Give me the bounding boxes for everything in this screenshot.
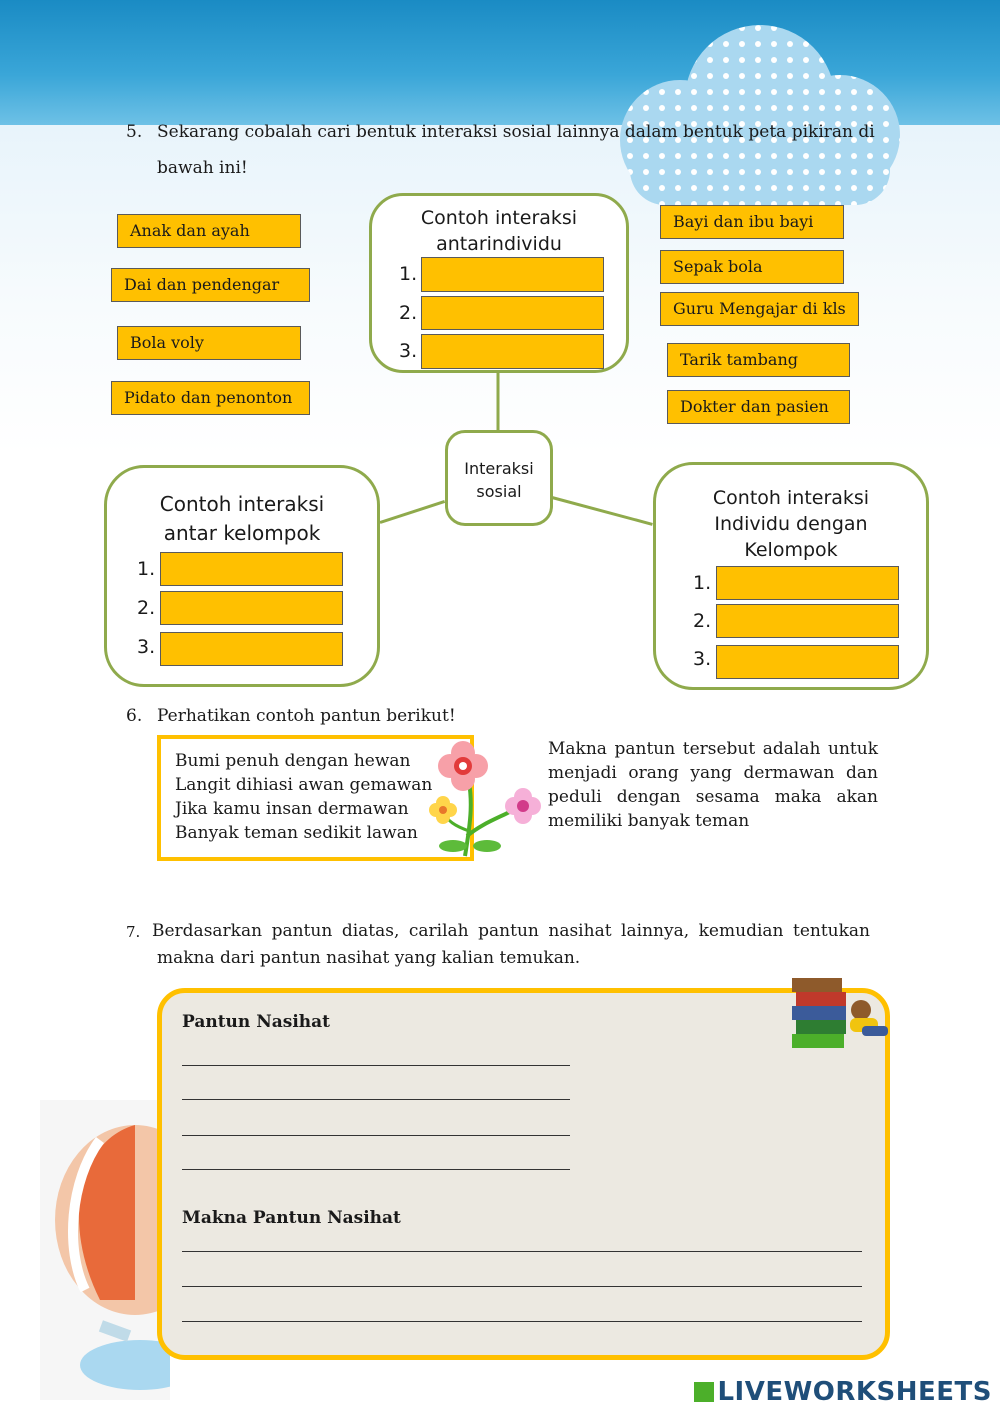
node-antar-kelompok-title-line1: Contoh interaksi	[159, 492, 325, 516]
flower-illustration	[425, 736, 550, 862]
option-tarik-tambang[interactable]: Tarik tambang	[667, 343, 850, 377]
pantun-line-1: Bumi penuh dengan hewan	[175, 751, 411, 771]
pantun-line-3: Jika kamu insan dermawan	[175, 799, 409, 819]
node-individu-kelompok-title-line2: Individu dengan	[714, 513, 868, 535]
option-anak-dan-ayah[interactable]: Anak dan ayah	[117, 214, 301, 248]
q6-text: Perhatikan contoh pantun berikut!	[157, 706, 456, 726]
book-stack-icon	[786, 970, 891, 1055]
individu-kelompok-answer-slot-1[interactable]	[716, 566, 899, 600]
pantun-answer-line-4[interactable]	[182, 1169, 570, 1170]
makna-pantun-nasihat-label: Makna Pantun Nasihat	[182, 1208, 401, 1228]
q5-text-line1: Sekarang cobalah cari bentuk interaksi sosial lainnya dalam bentuk peta pikiran di	[157, 122, 875, 142]
pantun-line-2: Langit dihiasi awan gemawan	[175, 775, 433, 795]
individu-kelompok-answer-slot-3[interactable]	[716, 645, 899, 679]
node-antarindividu-title-line1: Contoh interaksi	[420, 207, 578, 229]
pantun-meaning-text: Makna pantun tersebut adalah untuk menjadi orang yang dermawan dan peduli dengan sesama maka akan memiliki banyak teman	[548, 739, 878, 831]
option-sepak-bola[interactable]: Sepak bola	[660, 250, 844, 284]
center-label-line2: sosial	[476, 482, 522, 501]
pantun-line-4: Banyak teman sedikit lawan	[175, 823, 418, 843]
q5-text-line2: bawah ini!	[157, 158, 248, 178]
pantun-answer-line-3[interactable]	[182, 1135, 570, 1136]
connector-left	[380, 500, 446, 524]
option-guru-mengajar[interactable]: Guru Mengajar di kls	[660, 292, 859, 326]
antarindividu-answer-slot-2[interactable]	[421, 296, 604, 330]
pantun-answer-line-1[interactable]	[182, 1065, 570, 1066]
center-label-line1: Interaksi	[464, 459, 534, 478]
node-interaksi-sosial	[445, 430, 553, 526]
node-individu-kelompok-title-line1: Contoh interaksi	[712, 487, 870, 509]
node-individu-kelompok-title-line3: Kelompok	[744, 539, 838, 561]
liveworksheets-logo-icon	[694, 1382, 714, 1402]
q6-number: 6.	[126, 706, 143, 726]
pantun-nasihat-label: Pantun Nasihat	[182, 1012, 331, 1032]
pantun-answer-line-2[interactable]	[182, 1099, 570, 1100]
option-bayi-dan-ibu-bayi[interactable]: Bayi dan ibu bayi	[660, 205, 844, 239]
individu-kelompok-answer-slot-2[interactable]	[716, 604, 899, 638]
node-antar-kelompok-title-line2: antar kelompok	[163, 521, 321, 545]
hot-air-balloon-decoration	[40, 1100, 170, 1400]
option-dokter-dan-pasien[interactable]: Dokter dan pasien	[667, 390, 850, 424]
node-antarindividu-title-line2: antarindividu	[436, 233, 562, 255]
antar-kelompok-answer-slot-1[interactable]	[160, 552, 343, 586]
antarindividu-answer-slot-1[interactable]	[421, 257, 604, 292]
antar-kelompok-answer-slot-3[interactable]	[160, 632, 343, 666]
antar-kelompok-answer-slot-2[interactable]	[160, 591, 343, 625]
q7-text-line2: makna dari pantun nasihat yang kalian temukan.	[157, 948, 581, 968]
option-pidato-dan-penonton[interactable]: Pidato dan penonton	[111, 381, 310, 415]
antarindividu-answer-slot-3[interactable]	[421, 334, 604, 369]
makna-answer-line-1[interactable]	[182, 1251, 862, 1252]
connector-right	[552, 496, 653, 526]
q7-number: 7.	[126, 923, 141, 941]
option-bola-voly[interactable]: Bola voly	[117, 326, 301, 360]
liveworksheets-watermark	[694, 1377, 992, 1407]
q5-number: 5.	[126, 122, 143, 142]
answer-box	[157, 988, 890, 1360]
makna-answer-line-3[interactable]	[182, 1321, 862, 1322]
q7-text-line1: Berdasarkan pantun diatas, carilah pantun nasihat lainnya, kemudian tentukan	[152, 921, 870, 941]
connector-top	[497, 372, 500, 432]
watermark-text: LIVEWORKSHEETS	[717, 1377, 992, 1407]
makna-answer-line-2[interactable]	[182, 1286, 862, 1287]
option-dai-dan-pendengar[interactable]: Dai dan pendengar	[111, 268, 310, 302]
